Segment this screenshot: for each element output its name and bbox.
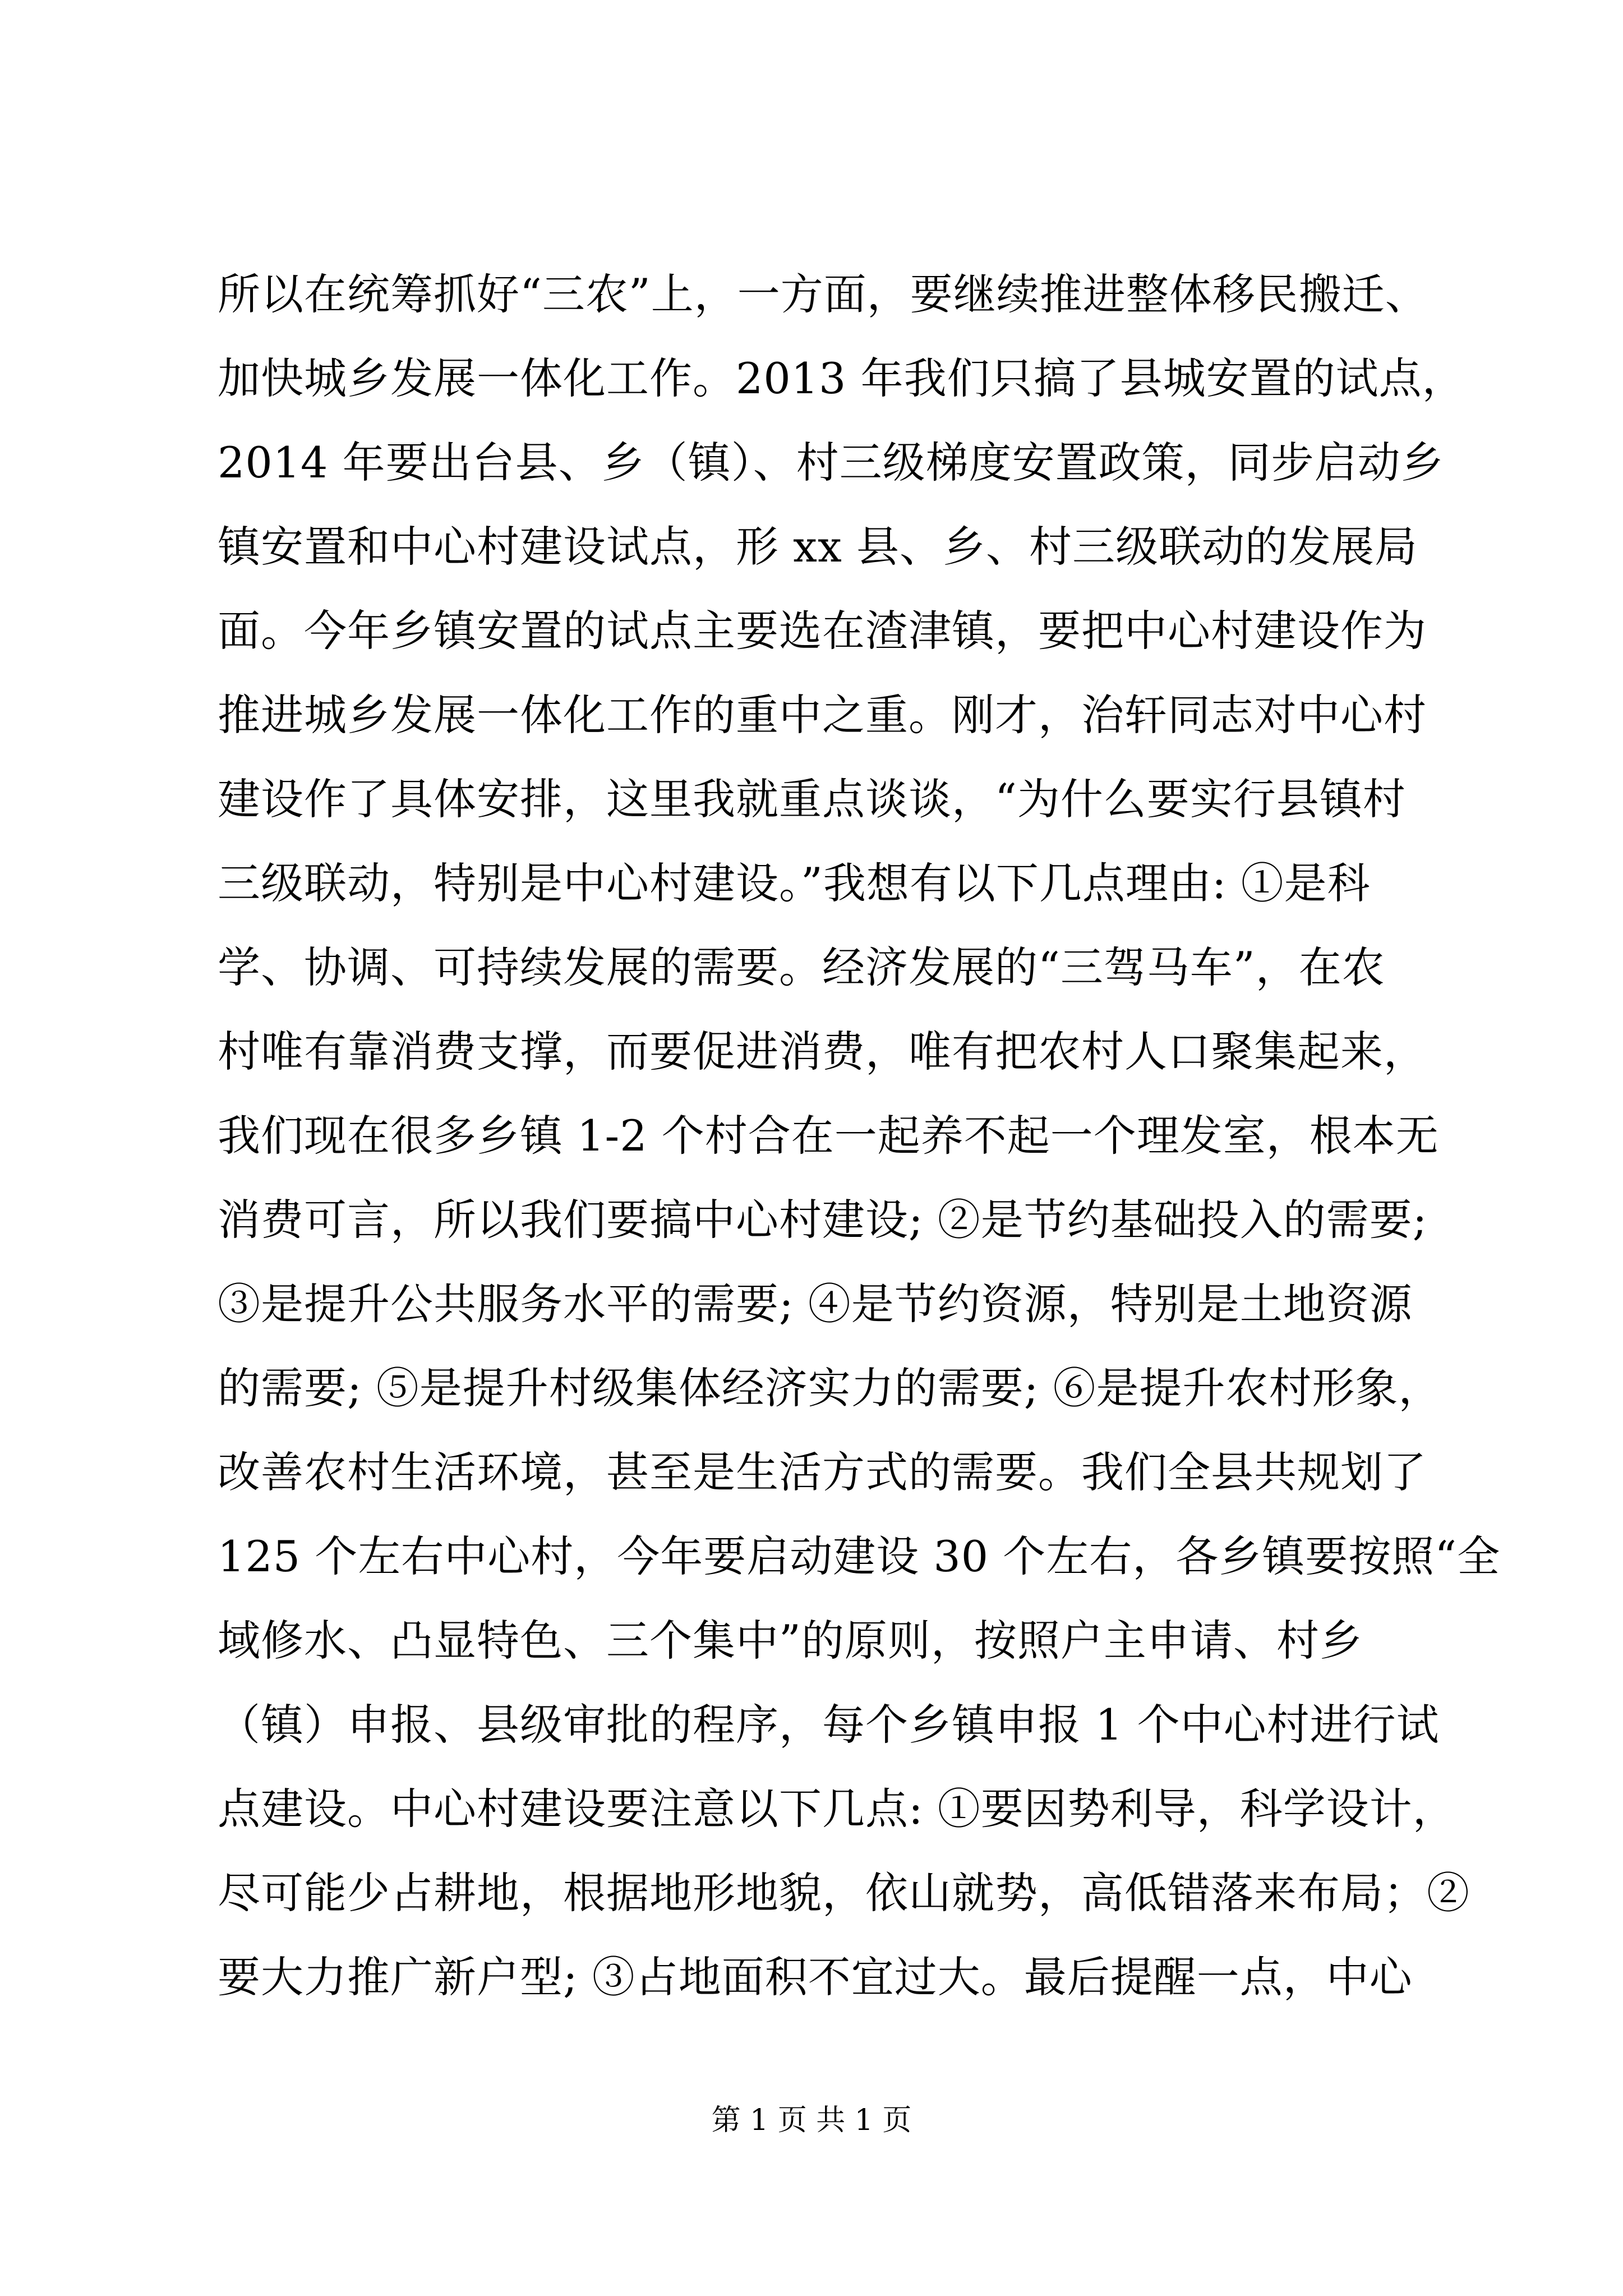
- text-line: 域修水、凸显特色、三个集中”的原则，按照户主申请、村乡: [218, 1616, 1363, 1665]
- text-line: 尽可能少占耕地，根据地形地貌，依山就势，高低错落来布局；②: [218, 1868, 1470, 1918]
- text-line: 我们现在很多乡镇 1-2 个村合在一起养不起一个理发室，根本无: [218, 1111, 1439, 1161]
- text-line: 学、协调、可持续发展的需要。经济发展的“三驾马车”，在农: [218, 942, 1385, 992]
- text-line: 的需要; ⑤是提升村级集体经济实力的需要; ⑥是提升农村形象，: [218, 1363, 1442, 1413]
- text-line: 镇安置和中心村建设试点，形 xx 县、乡、村三级联动的发展局: [218, 522, 1418, 572]
- text-line: 消费可言，所以我们要搞中心村建设; ②是节约基础投入的需要;: [218, 1195, 1428, 1245]
- body-text: [218, 252, 1501, 2019]
- text-line: 面。今年乡镇安置的试点主要选在渣津镇，要把中心村建设作为: [218, 606, 1427, 656]
- text-line: 三级联动，特别是中心村建设。”我想有以下几点理由: ①是科: [218, 858, 1371, 908]
- text-line: 改善农村生活环境，甚至是生活方式的需要。我们全县共规划了: [218, 1447, 1427, 1497]
- text-line: ③是提升公共服务水平的需要; ④是节约资源，特别是土地资源: [218, 1279, 1413, 1329]
- text-line: 加快城乡发展一体化工作。2013 年我们只搞了县城安置的试点，: [218, 353, 1465, 403]
- text-line: 推进城乡发展一体化工作的重中之重。刚才，治轩同志对中心村: [218, 690, 1427, 740]
- text-line: 2014 年要出台县、乡（镇）、村三级梯度安置政策，同步启动乡: [218, 438, 1444, 487]
- text-line: 所以在统筹抓好“三农”上，一方面，要继续推进整体移民搬迁、: [218, 269, 1428, 319]
- text-line: （镇）申报、县级审批的程序，每个乡镇申报 1 个中心村进行试: [218, 1700, 1440, 1750]
- text-line: 要大力推广新户型; ③占地面积不宜过大。最后提醒一点，中心: [218, 1952, 1413, 2002]
- text-line: 村唯有靠消费支撑，而要促进消费，唯有把农村人口聚集起来，: [218, 1027, 1427, 1076]
- text-line: 建设作了具体安排，这里我就重点谈谈，“为什么要实行县镇村: [218, 774, 1406, 824]
- text-line: 125 个左右中心村，今年要启动建设 30 个左右，各乡镇要按照“全: [218, 1531, 1501, 1581]
- page-footer: 第 1 页 共 1 页: [711, 2104, 912, 2137]
- text-line: 点建设。中心村建设要注意以下几点: ①要因势利导，科学设计，: [218, 1784, 1456, 1834]
